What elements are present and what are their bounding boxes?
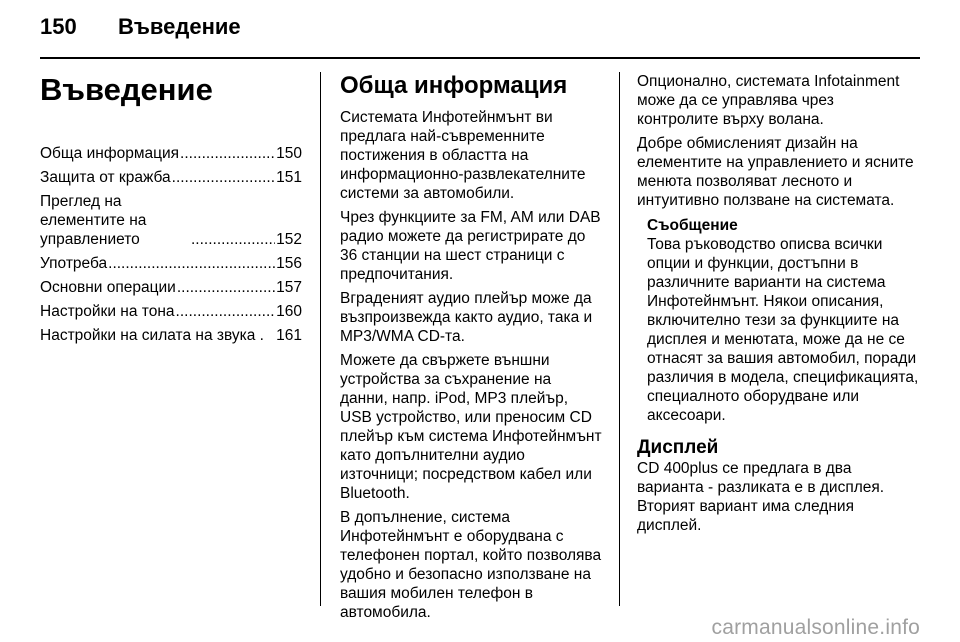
toc-entry[interactable]	[40, 278, 302, 297]
toc-label: Употреба	[40, 255, 108, 272]
toc-entry[interactable]	[40, 144, 302, 163]
toc-entry[interactable]	[40, 302, 302, 321]
toc-label: Защита от кражба	[40, 169, 171, 186]
continuation-column	[637, 72, 919, 540]
body-paragraph: Чрез функциите за FM, AM или DAB радио можете да регистрирате до 36 станции на шест страници с предпочитания.	[340, 209, 601, 283]
toc-leader	[191, 230, 275, 249]
toc-entry[interactable]	[40, 192, 302, 249]
page-header	[40, 14, 241, 40]
toc-label: Преглед на елементите на управлението	[40, 193, 147, 248]
body-paragraph: Добре обмисленият дизайн на елементите на управлението и ясните менюта позволяват лесното и интуитивно ползване на системата.	[637, 135, 914, 209]
column-divider	[320, 72, 321, 606]
toc-leader	[108, 254, 275, 273]
header-rule	[40, 57, 920, 59]
column-divider	[619, 72, 620, 606]
subsection-heading: Дисплей	[637, 437, 719, 458]
toc-page: 156	[276, 255, 302, 272]
body-paragraph: Вграденият аудио плейър може да възпроизвежда както аудио, така и MP3/WMA CD-та.	[340, 290, 593, 345]
toc-label: Обща информация	[40, 145, 180, 162]
toc-leader	[177, 278, 275, 297]
toc-page: 152	[276, 231, 302, 248]
toc-label: Настройки на силата на звука .	[40, 327, 264, 344]
notice-text: Това ръководство описва всички опции и функции, достъпни в различните варианти на система Инфотейнмънт. Някои описания, включително тези за функциите на дисплея и менютата, може да не се отнасят за вашия автомобил, поради различия в модела, спецификацията, специалното оборудване или аксесоари.	[647, 236, 919, 424]
body-paragraph: Можете да свържете външни устройства за съхранение на данни, напр. iPod, MP3 плейър, USB устройство, или преносим CD плейър към система Инфотейнмънт като допълнителни аудио източници; посредством кабел или Bluetooth.	[340, 352, 602, 502]
general-info-column	[340, 72, 602, 627]
notice-title: Съобщение	[647, 217, 738, 234]
toc-entry[interactable]	[40, 326, 302, 345]
toc-page: 157	[276, 279, 302, 296]
toc-page: 161	[276, 327, 302, 344]
toc-page: 160	[276, 303, 302, 320]
body-paragraph: Системата Инфотейнмънт ви предлага най-съвременните постижения в областта на информационно-развлекателните системи за автомобили.	[340, 109, 586, 202]
body-paragraph: Опционално, системата Infotainment може да се управлява чрез контролите върху волана.	[637, 73, 900, 128]
notice-box	[647, 216, 919, 425]
toc-label: Основни операции	[40, 279, 176, 296]
body-paragraph: В допълнение, система Инфотейнмънт е оборудвана с телефонен портал, който позволява удобно и безопасно използване на вашия мобилен телефон в автомобила.	[340, 509, 602, 621]
section-heading: Обща информация	[340, 72, 568, 99]
toc-label: Настройки на тона	[40, 303, 175, 320]
toc-page: 150	[276, 145, 302, 162]
toc-leader	[180, 144, 275, 163]
toc-page: 151	[276, 169, 302, 186]
toc-leader	[176, 302, 276, 321]
header-section-title: Въведение	[118, 14, 241, 39]
toc-leader	[172, 168, 275, 187]
toc-entry[interactable]	[40, 254, 302, 273]
toc-entry[interactable]	[40, 168, 302, 187]
body-paragraph: CD 400plus се предлага в два варианта - разликата е в дисплея. Вторият вариант има следния дисплей.	[637, 460, 885, 534]
toc-column	[40, 72, 302, 350]
chapter-title: Въведение	[40, 72, 213, 107]
page-number: 150	[40, 14, 77, 39]
watermark: carmanualsonline.info	[711, 616, 920, 639]
